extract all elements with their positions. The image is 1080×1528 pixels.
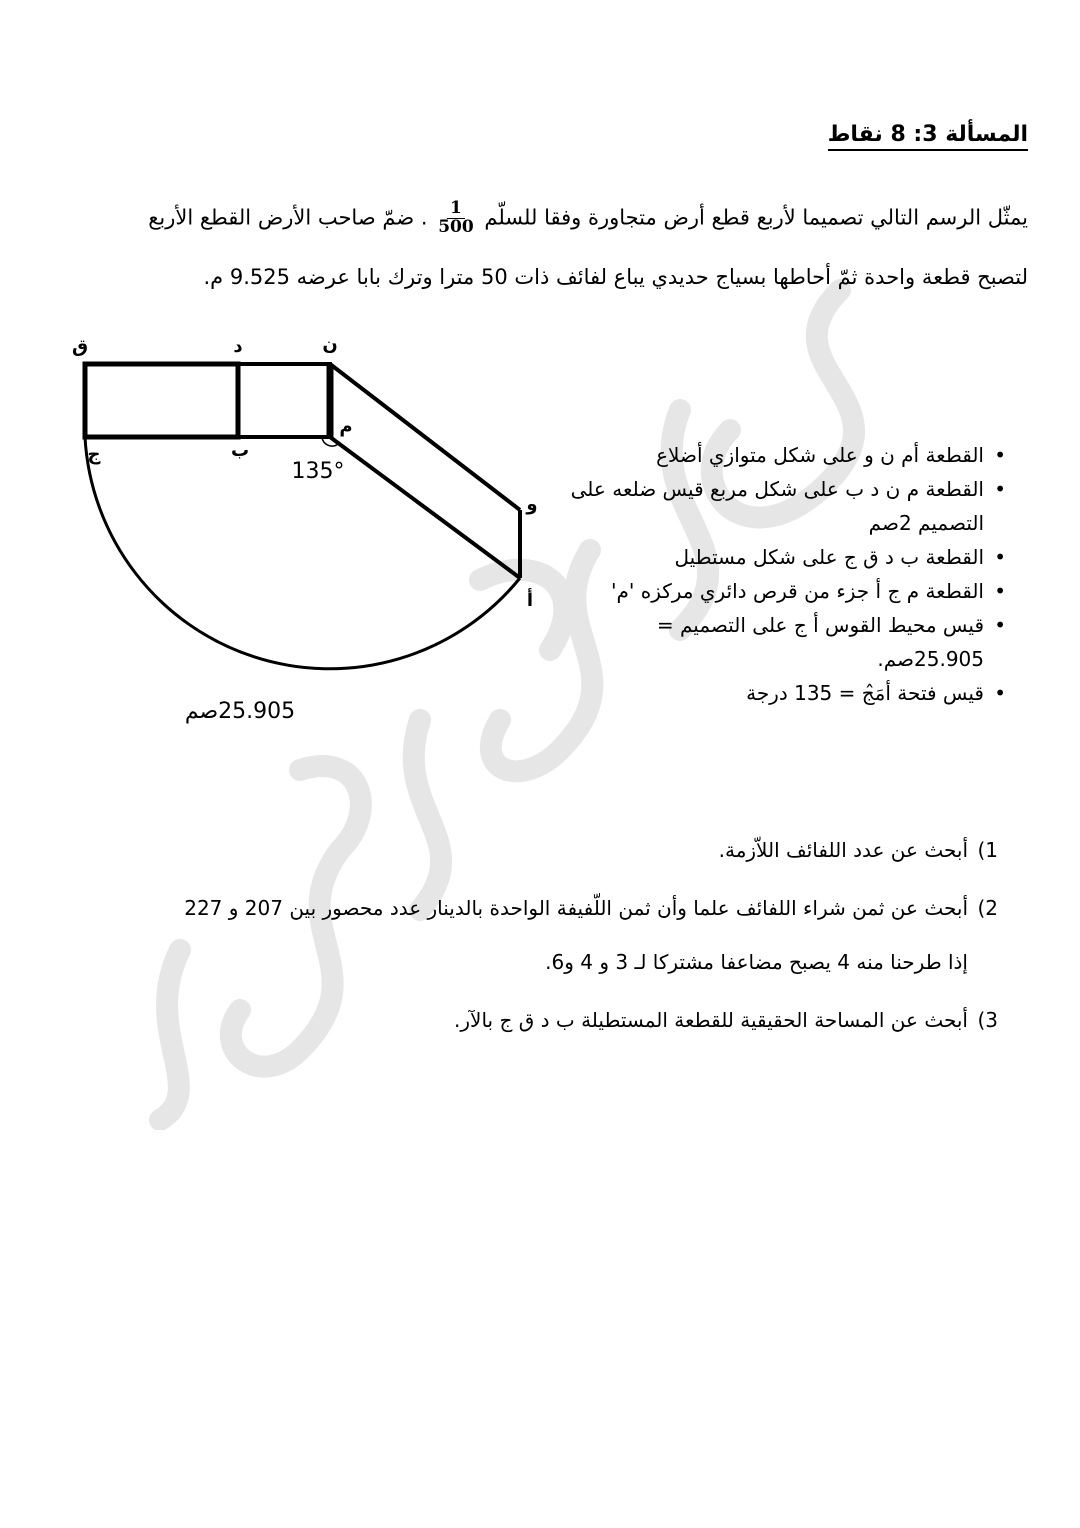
fact-item: • القطعة م ن د ب على شكل مربع قيس ضلعه على التصميم 2صم [564,472,1004,540]
label-q: ق [71,336,89,357]
intro-text-1a: يمثّل الرسم التالي تصميما لأربع قطع أرض متجاورة وفقا للسلّم [484,205,1028,230]
intro-text-1b: . ضمّ صاحب الأرض القطع الأربع [148,205,428,230]
facts-list [564,438,1004,710]
question-number: 3) [977,1008,998,1032]
label-b: ب [230,440,250,461]
question-text: أبحث عن ثمن شراء اللفائف علما وأن ثمن اللّفيفة الواحدة بالدينار عدد محصور بين 207 و 227 [184,896,968,920]
label-n: ن [322,334,338,355]
questions-list [58,834,998,1062]
fact-item: • القطعة ب د ق ج على شكل مستطيل [564,540,1004,574]
question-number: 2) [977,896,998,920]
question-text: أبحث عن عدد اللفائف اللاّزمة. [718,838,968,862]
question-item [58,892,998,978]
problem-title: المسألة 3: 8 نقاط [828,122,1028,151]
scale-fraction [438,200,474,237]
fact-item: • القطعة أم ن و على شكل متوازي أضلاع [564,438,1004,472]
label-j: ج [87,444,101,465]
fact-item: • قيس محيط القوس أ ج على التصميم = 25.905صم. [564,608,1004,676]
question-text-continued: إذا طرحنا منه 4 يصبح مضاعفا مشتركا لـ 3 و 4 و6. [545,950,968,974]
intro-line-1 [148,200,1028,237]
square-mndb [238,364,330,437]
angle-label: 135° [291,459,345,484]
label-w: و [526,494,538,515]
label-m: م [339,416,353,437]
fact-item: • القطعة م ج أ جزء من قرص دائري مركزه 'م' [564,574,1004,608]
question-item [58,1004,998,1036]
segment-nw [330,364,520,510]
label-d: د [233,336,243,357]
question-text: أبحث عن المساحة الحقيقية للقطعة المستطيلة ب د ق ج بالآر. [454,1008,968,1032]
fact-item: • قيس فتحة أمَ̂ج = 135 درجة [564,676,1004,710]
question-item [58,834,998,866]
intro-line-2: لتصبح قطعة واحدة ثمّ أحاطها بسياج حديدي يباع لفائف ذات 50 مترا وترك بابا عرضه 9.525 م. [203,265,1028,289]
segment-ma [330,437,520,578]
scale-numerator: 1 [447,200,465,219]
land-diagram [0,320,560,730]
rectangle-bdqj [85,364,238,437]
question-number: 1) [977,838,998,862]
arc-length-label: 25.905صم [184,699,296,724]
label-a: أ [526,590,534,611]
scale-denominator: 500 [438,216,474,237]
